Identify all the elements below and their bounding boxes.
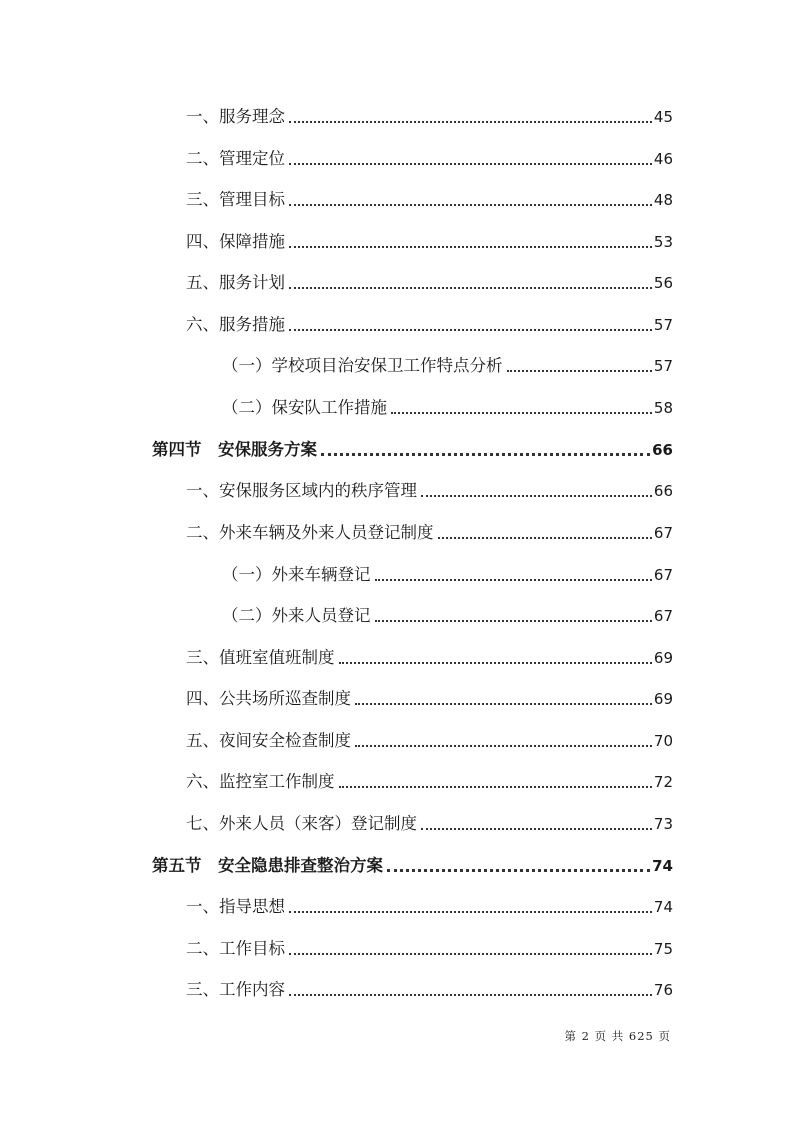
dot-leader <box>321 453 650 456</box>
toc-entry-page: 58 <box>653 399 673 417</box>
toc-entry-page: 56 <box>653 274 673 292</box>
toc-entry-title: 二、管理定位 <box>186 149 285 168</box>
toc-entry-page: 66 <box>653 482 673 500</box>
toc-entry[interactable] <box>186 514 673 544</box>
toc-entry-page: 70 <box>653 732 673 750</box>
toc-entry[interactable] <box>186 98 673 128</box>
dot-leader <box>289 121 652 123</box>
toc-entry-page: 74 <box>653 898 673 916</box>
dot-leader <box>391 412 652 414</box>
toc-entry-title: （一）学校项目治安保卫工作特点分析 <box>222 356 503 375</box>
toc-entry-page: 67 <box>653 566 673 584</box>
toc-entry-title: 四、公共场所巡查制度 <box>186 689 351 708</box>
toc-entry-title: 一、指导思想 <box>186 897 285 916</box>
toc-entry-title: 三、管理目标 <box>186 190 285 209</box>
toc-entry-page: 75 <box>653 940 673 958</box>
toc-entry-title: 五、服务计划 <box>186 273 285 292</box>
toc-entry[interactable] <box>186 223 673 253</box>
toc-entry[interactable] <box>186 722 673 752</box>
toc-entry-title: （二）保安队工作措施 <box>222 398 387 417</box>
toc-entry-title: （二）外来人员登记 <box>222 606 371 625</box>
toc-entry-title: 三、值班室值班制度 <box>186 648 335 667</box>
dot-leader <box>339 786 652 788</box>
toc-entry-page: 76 <box>653 981 673 999</box>
toc-entry-title: 一、服务理念 <box>186 107 285 126</box>
toc-entry-page: 69 <box>653 690 673 708</box>
dot-leader <box>375 579 652 581</box>
toc-entry-title: （一）外来车辆登记 <box>222 565 371 584</box>
dot-leader <box>289 246 652 248</box>
dot-leader <box>438 537 652 539</box>
toc-entry[interactable] <box>186 264 673 294</box>
dot-leader <box>289 287 652 289</box>
toc-entry-page: 53 <box>653 233 673 251</box>
dot-leader <box>507 370 652 372</box>
dot-leader <box>375 620 652 622</box>
toc-entry[interactable] <box>186 181 673 211</box>
toc-entry-page: 74 <box>652 857 673 875</box>
dot-leader <box>421 828 652 830</box>
dot-leader <box>421 495 652 497</box>
dot-leader <box>289 329 652 331</box>
toc-entry[interactable] <box>222 597 673 627</box>
toc-entry-page: 48 <box>653 191 673 209</box>
toc-entry-title: 六、监控室工作制度 <box>186 772 335 791</box>
dot-leader <box>355 703 652 705</box>
toc-entry[interactable] <box>186 639 673 669</box>
toc-entry-title: 二、外来车辆及外来人员登记制度 <box>186 523 434 542</box>
toc-entry-page: 57 <box>653 316 673 334</box>
dot-leader <box>289 204 652 206</box>
dot-leader <box>355 745 652 747</box>
toc-entry[interactable] <box>186 930 673 960</box>
toc-entry[interactable] <box>186 763 673 793</box>
toc-entry-page: 73 <box>653 815 673 833</box>
toc-entry-title: 七、外来人员（来客）登记制度 <box>186 814 417 833</box>
toc-entry-page: 57 <box>653 357 673 375</box>
dot-leader <box>339 662 652 664</box>
toc-entry-title: 六、服务措施 <box>186 315 285 334</box>
dot-leader <box>289 911 652 913</box>
toc-entry[interactable] <box>222 347 673 377</box>
toc-entry[interactable] <box>186 805 673 835</box>
toc-entry[interactable] <box>222 556 673 586</box>
toc-entry[interactable] <box>186 971 673 1001</box>
toc-entry-title: 第四节 安保服务方案 <box>152 440 317 459</box>
toc-entry-page: 45 <box>653 108 673 126</box>
toc-entry-title: 一、安保服务区域内的秩序管理 <box>186 481 417 500</box>
toc-entry-title: 四、保障措施 <box>186 232 285 251</box>
toc-section-heading[interactable] <box>152 431 673 461</box>
toc-entry-page: 46 <box>653 150 673 168</box>
dot-leader <box>289 163 652 165</box>
toc-entry-title: 第五节 安全隐患排查整治方案 <box>152 856 383 875</box>
toc-entry-title: 五、夜间安全检查制度 <box>186 731 351 750</box>
toc-entry-page: 72 <box>653 773 673 791</box>
toc-entry[interactable] <box>186 306 673 336</box>
toc-section-heading[interactable] <box>152 847 673 877</box>
dot-leader <box>289 994 652 996</box>
toc-entry[interactable] <box>186 888 673 918</box>
toc-entry-page: 67 <box>653 607 673 625</box>
toc-entry[interactable] <box>186 680 673 710</box>
toc-entry-title: 二、工作目标 <box>186 939 285 958</box>
toc-entry[interactable] <box>186 140 673 170</box>
page-footer: 第 2 页 共 625 页 <box>564 1029 671 1043</box>
toc-entry-page: 69 <box>653 649 673 667</box>
toc-entry[interactable] <box>186 472 673 502</box>
dot-leader <box>387 869 650 872</box>
toc-entry[interactable] <box>222 389 673 419</box>
dot-leader <box>289 953 652 955</box>
toc-entry-page: 66 <box>652 441 673 459</box>
toc-entry-page: 67 <box>653 524 673 542</box>
toc-entry-title: 三、工作内容 <box>186 980 285 999</box>
